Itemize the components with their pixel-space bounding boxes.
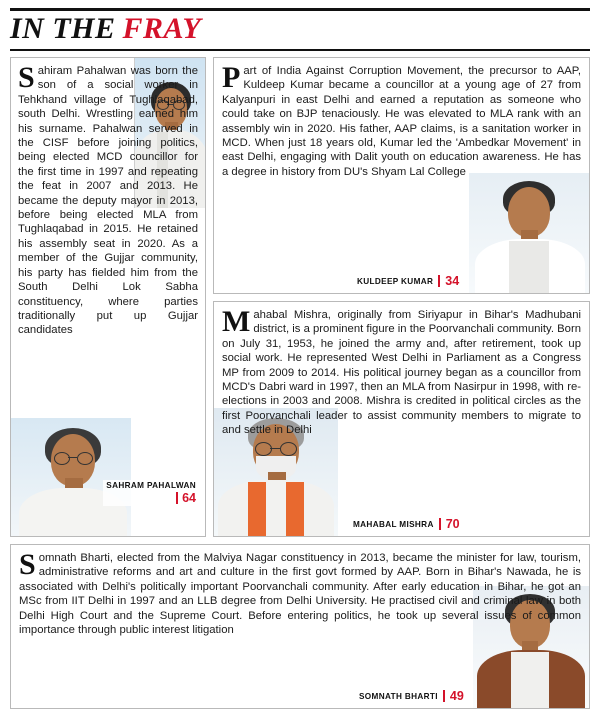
page-title — [10, 14, 590, 44]
profile-age-kuldeep: 34 — [445, 274, 460, 288]
dropcap-mahabal: M — [222, 305, 251, 338]
top-row — [10, 57, 590, 537]
right-column — [213, 57, 590, 537]
nameplate-kuldeep — [354, 273, 462, 289]
page-title-accent: FRAY — [122, 12, 202, 45]
profile-body-kuldeep: art of India Against Corruption Movement, the precursor to AAP, Kuldeep Kumar became a councillor at a young age of 27 from Kalyanpuri in east Delhi and earned a reputation as someone who could take on BJP tenaciously. He was elevated to MLA rank with an assembly win in 2020. His father, AAP claims, is a sanitation worker in MCD. When just 18 years old, Kumar led the 'Ambedkar Movement' in east Delhi, engaging with Dalit youth on education awareness. He has a degree in history from DU's Shyam Lal College — [222, 65, 581, 178]
nameplate-divider — [438, 275, 440, 287]
profile-name-mahabal: MAHABAL MISHRA — [353, 519, 434, 529]
masthead — [10, 8, 590, 51]
nameplate-pahalwan — [103, 480, 199, 506]
card-grid — [10, 57, 590, 709]
dropcap-kuldeep: P — [222, 61, 241, 94]
dropcap-somnath: S — [19, 548, 36, 581]
photo-kuldeep — [469, 173, 589, 293]
profile-name-pahalwan: SAHRAM PAHALWAN — [106, 481, 196, 490]
nameplate-somnath — [356, 688, 467, 704]
profile-name-somnath: SOMNATH BHARTI — [359, 691, 438, 701]
nameplate-divider — [443, 690, 445, 702]
profile-card-pahalwan — [10, 57, 206, 537]
profile-text-mahabal — [222, 305, 581, 438]
photo-pahalwan-bottom — [11, 418, 131, 536]
nameplate-divider — [176, 492, 178, 504]
profile-age-pahalwan: 64 — [182, 491, 196, 505]
profile-body-somnath: omnath Bharti, elected from the Malviya Nagar constituency in 2013, became the minister for law, tourism, administrative reforms and art and culture in the first govt formed by AAP. Born in Bihar's Nawada, he is associated with Delhi's politically important Poorvanchali community. After early education in Bihar, he got an MSc from IIT Delhi in 1997 and an LLB degree from Delhi University. He practised civil and criminal law in both Delhi High Court and the Supreme Court. Before entering politics, he took up several issues of common importance through public interest litigation — [19, 552, 581, 637]
dropcap-pahalwan: S — [18, 61, 35, 94]
profile-card-mahabal — [213, 301, 590, 537]
profile-body-pahalwan: ahiram Pahalwan was born the son of a social worker in Tehkhand village of Tughlaqabad, south Delhi. Wrestling earned him his surname. Pahalwan served in the CISF before joining politics, being elected MCD councillor for the first time in 1997 and repeating the feat in 2007 and 2013. He became the deputy mayor in 2013, before being elected MLA from Tughlaqabad in 2015. He retained his assembly seat in 2020. As a member of the Gujjar community, his party has fielded him from the South Delhi Lok Sabha constituency, where parties traditionally put up Gujjar candidates — [18, 65, 198, 337]
profile-card-somnath — [10, 544, 590, 709]
profile-text-somnath — [19, 548, 581, 637]
profile-name-kuldeep: KULDEEP KUMAR — [357, 276, 434, 286]
page-title-plain: IN THE — [10, 12, 116, 45]
profile-age-mahabal: 70 — [445, 517, 460, 531]
nameplate-mahabal — [350, 516, 463, 532]
profile-body-mahabal: ahabal Mishra, originally from Siriyapur in Bihar's Madhubani district, is a prominent figure in the Poorvanchali community. Born on July 31, 1953, he joined the army and, after retirement, took up social work. He represented West Delhi in Parliament as a Congress MP from 2009 to 2014. His political journey began as a councillor from MCD's Dabri ward in 1997, then an MLA from Nasirpur in 1998, with re-elections in 2003 and 2008. Mishra is credited in political circles as the first Poorvanchali leader to assist community members to migrate to and settle in Delhi — [222, 309, 581, 437]
nameplate-divider — [439, 518, 441, 530]
profile-text-kuldeep — [222, 61, 581, 179]
profile-age-somnath: 49 — [449, 689, 464, 703]
profile-text-pahalwan — [18, 61, 198, 338]
profile-card-kuldeep — [213, 57, 590, 294]
